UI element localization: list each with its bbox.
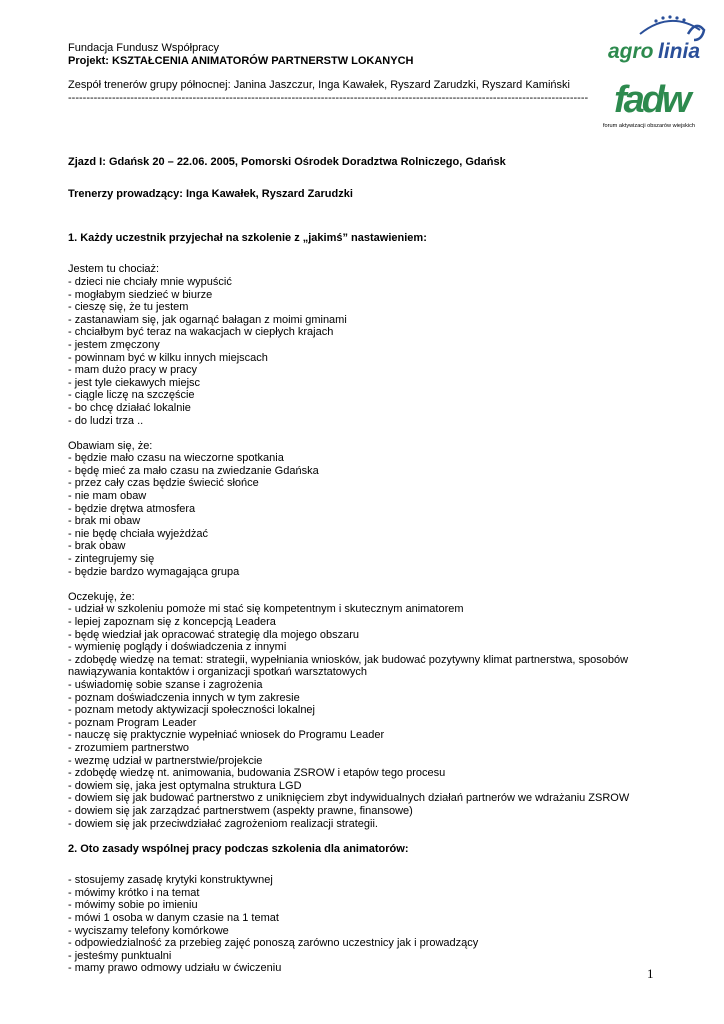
list-item: - powinnam być w kilku innych miejscach xyxy=(68,351,268,364)
list-item: - jest tyle ciekawych miejsc xyxy=(68,376,201,389)
list-item: - bo chcę działać lokalnie xyxy=(68,401,191,414)
list-item: - przez cały czas będzie świecić słońce xyxy=(68,477,259,490)
list-item: - stosujemy zasadę krytyki konstruktywnej xyxy=(68,874,273,887)
meeting-trainers: Trenerzy prowadzący: Inga Kawałek, Ryszard Zarudzki xyxy=(68,187,353,200)
page-number: 1 xyxy=(647,966,654,981)
svg-text:fadw: fadw xyxy=(614,79,689,121)
list-item: - nie mam obaw xyxy=(68,490,147,503)
list-item: - dowiem się jak przeciwdziałać zagrożeniom realizacji strategii. xyxy=(68,817,378,830)
list-item: - odpowiedzialność za przebieg zajęć ponoszą zarówno uczestnicy jak i prowadzący xyxy=(68,937,479,950)
document-header xyxy=(68,42,608,92)
project-title: Projekt: KSZTAŁCENIA ANIMATORÓW PARTNERSTW LOKANYCH xyxy=(68,54,414,67)
list-item: - lepiej zapoznam się z koncepcją Leadera xyxy=(68,616,276,628)
expect-intro: Oczekuję, że: xyxy=(68,590,135,603)
expect-list xyxy=(68,603,668,830)
list-item: - mówimy sobie po imieniu xyxy=(68,899,198,912)
list-item: - poznam metody aktywizacji społeczności lokalnej xyxy=(68,704,315,717)
list-item: - będzie bardzo wymagająca grupa xyxy=(68,565,240,578)
list-item: - będę wiedział jak opracować strategię dla mojego obszaru xyxy=(68,628,360,641)
header-divider: ---------------------------------------------------------------------------------------------------------------------------------------------- xyxy=(68,92,589,104)
list-item: - poznam doświadczenia innych w tym zakresie xyxy=(68,691,300,704)
meeting-title: Zjazd I: Gdańsk 20 – 22.06. 2005, Pomorski Ośrodek Doradztwa Rolniczego, Gdańsk xyxy=(68,156,506,168)
list-item: - ciągle liczę na szczęście xyxy=(68,389,195,402)
list-item: - mam dużo pracy w pracy xyxy=(68,364,197,377)
list-item: - wyciszamy telefony komórkowe xyxy=(68,924,229,937)
list-item: - nie będę chciała wyjeżdżać xyxy=(68,527,209,540)
list-item: - uświadomię sobie szanse i zagrożenia xyxy=(68,678,263,691)
here-list xyxy=(68,276,668,427)
document-body xyxy=(68,156,668,975)
list-item: - nauczę się praktycznie wypełniać wniosek do Programu Leader xyxy=(68,729,385,742)
list-item: - zdobędę wiedzę na temat: strategii, wypełniania wniosków, jak budować pozytywny klimat partnerstwa, sposobów nawiązywania kontaktów i organizacji spotkań warsztatowych xyxy=(68,653,629,679)
org-name: Fundacja Fundusz Współpracy xyxy=(68,42,220,54)
list-item: - będę mieć za mało czasu na zwiedzanie Gdańska xyxy=(68,464,319,477)
list-item: - zintegrujemy się xyxy=(68,553,155,566)
list-item: - wezmę udział w partnerstwie/projekcie xyxy=(68,754,263,767)
list-item: - wymienię poglądy i doświadczenia z innymi xyxy=(68,641,287,654)
list-item: - zrozumiem partnerstwo xyxy=(68,741,190,754)
here-intro: Jestem tu chociaż: xyxy=(68,263,160,276)
list-item: - brak obaw xyxy=(68,540,126,553)
agrolinia-logo xyxy=(600,8,712,134)
list-item: - dowiem się jak budować partnerstwo z uniknięciem zbyt indywidualnych działań partnerów we wdrażaniu ZSROW xyxy=(68,792,630,805)
list-item: - chciałbym być teraz na wakacjach w ciepłych krajach xyxy=(68,326,334,339)
list-item: - cieszę się, że tu jestem xyxy=(68,301,189,314)
list-item: - dowiem się jak zarządzać partnerstwem (aspekty prawne, finansowe) xyxy=(68,804,413,817)
list-item: - udział w szkoleniu pomoże mi stać się kompetentnym i skutecznym animatorem xyxy=(68,603,464,616)
list-item: - do ludzi trza .. xyxy=(68,414,144,427)
list-item: - będzie mało czasu na wieczorne spotkania xyxy=(68,452,284,465)
list-item: - mamy prawo odmowy udziału w ćwiczeniu xyxy=(68,962,282,975)
list-item: - brak mi obaw xyxy=(68,515,141,528)
svg-text:linia: linia xyxy=(658,40,701,63)
section-2-heading: 2. Oto zasady wspólnej pracy podczas szkolenia dla animatorów: xyxy=(68,842,409,855)
list-item: - mówi 1 osoba w danym czasie na 1 temat xyxy=(68,912,279,925)
list-item: - mogłabym siedzieć w biurze xyxy=(68,288,213,301)
list-item: - dowiem się, jaka jest optymalna struktura LGD xyxy=(68,779,302,792)
list-item: - jestem zmęczony xyxy=(68,338,160,351)
list-item: - poznam Program Leader xyxy=(68,716,197,729)
svg-text:forum aktywizacji obszarów wie: forum aktywizacji obszarów wiejskich xyxy=(603,123,696,129)
trainer-team: Zespół trenerów grupy północnej: Janina Jaszczur, Inga Kawałek, Ryszard Zarudzki, Ryszard Kamiński xyxy=(68,79,570,92)
list-item: - będzie drętwa atmosfera xyxy=(68,502,196,515)
section-1-heading: 1. Każdy uczestnik przyjechał na szkolenie z „jakimś” nastawieniem: xyxy=(68,231,427,244)
fear-intro: Obawiam się, że: xyxy=(68,439,153,452)
list-item: - zastanawiam się, jak ogarnąć bałagan z moimi gminami xyxy=(68,313,347,326)
logo-block xyxy=(600,8,712,134)
rules-list xyxy=(68,874,668,975)
list-item: - mówimy krótko i na temat xyxy=(68,886,200,899)
list-item: - jesteśmy punktualni xyxy=(68,949,172,962)
fear-list xyxy=(68,452,668,578)
list-item: - zdobędę wiedzę nt. animowania, budowania ZSROW i etapów tego procesu xyxy=(68,767,446,780)
list-item: - dzieci nie chciały mnie wypuścić xyxy=(68,275,232,288)
svg-text:agro: agro xyxy=(608,40,654,63)
